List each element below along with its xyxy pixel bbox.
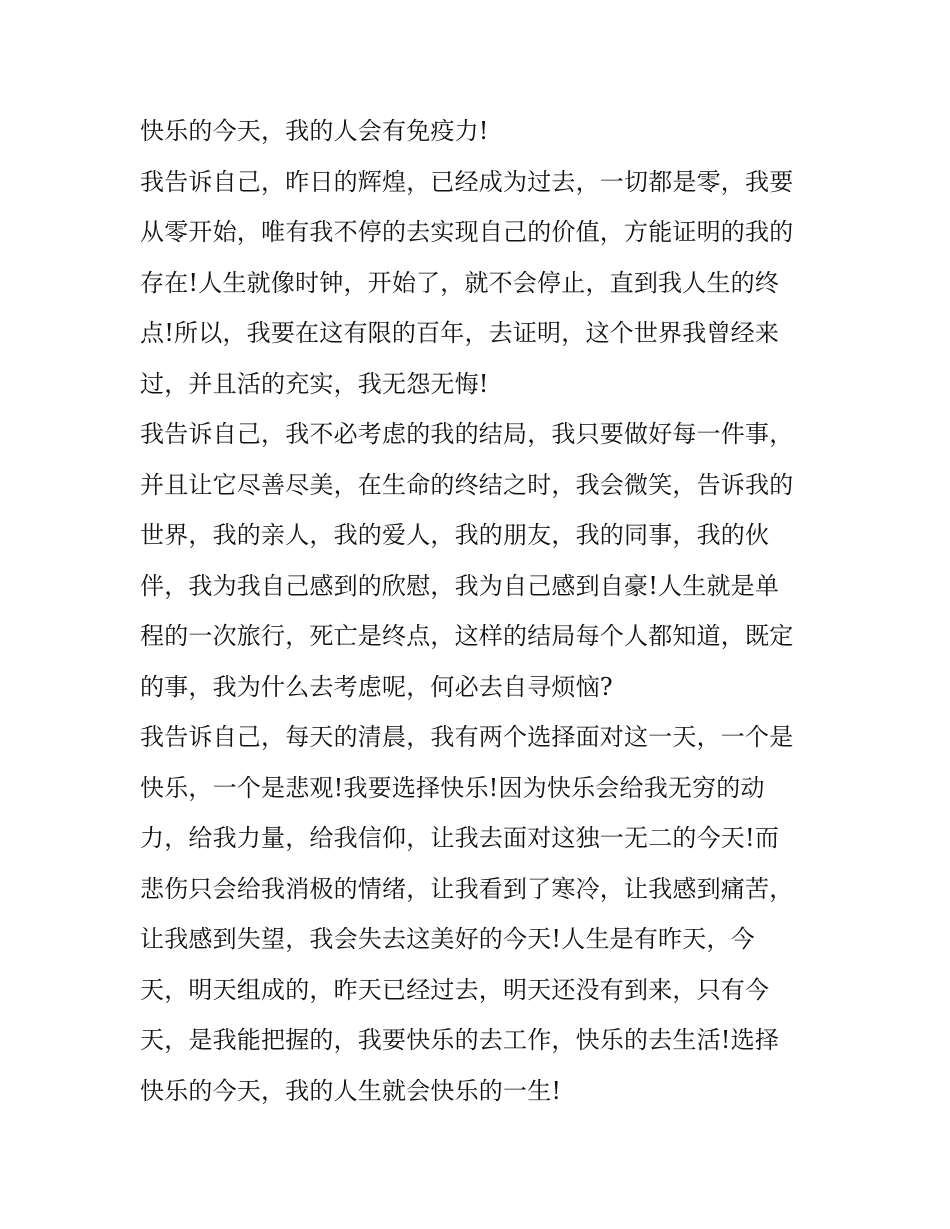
text-line: 程的一次旅行，死亡是终点，这样的结局每个人都知道，既定 — [140, 622, 794, 650]
text-line: 我告诉自己，昨日的辉煌，已经成为过去，一切都是零，我要 — [140, 167, 794, 196]
text-line: 并且让它尽善尽美，在生命的终结之时，我会微笑，告诉我的 — [140, 470, 794, 499]
text-line: 伴，我为我自己感到的欣慰，我为自己感到自豪!人生就是单 — [140, 571, 780, 600]
text-line: 让我感到失望，我会失去这美好的今天!人生是有昨天，今 — [140, 925, 755, 953]
text-line: 快乐的今天，我的人生就会快乐的一生! — [140, 1076, 562, 1105]
text-line: 我告诉自己，我不必考虑的我的结局，我只要做好每一件事， — [140, 420, 794, 448]
text-line: 悲伤只会给我消极的情绪，让我看到了寒冷，让我感到痛苦， — [140, 874, 794, 903]
text-line: 的事，我为什么去考虑呢，何必去自寻烦恼? — [140, 672, 613, 701]
text-line: 存在!人生就像时钟，开始了，就不会停止，直到我人生的终 — [140, 268, 780, 297]
text-line: 世界，我的亲人，我的爱人，我的朋友，我的同事，我的伙 — [140, 521, 770, 549]
text-line: 力，给我力量，给我信仰，让我去面对这独一无二的今天!而 — [140, 824, 780, 852]
text-line: 从零开始，唯有我不停的去实现自己的价值，方能证明的我的 — [140, 218, 794, 246]
text-line: 快乐的今天，我的人会有免疫力! — [140, 117, 489, 145]
text-line: 过，并且活的充实，我无怨无悔! — [140, 369, 489, 398]
text-line: 点!所以，我要在这有限的百年，去证明，这个世界我曾经来 — [140, 319, 780, 347]
text-line: 快乐，一个是悲观!我要选择快乐!因为快乐会给我无穷的动 — [140, 773, 765, 802]
text-line: 天，是我能把握的，我要快乐的去工作，快乐的去生活!选择 — [140, 1026, 780, 1054]
text-line: 我告诉自己，每天的清晨，我有两个选择面对这一天，一个是 — [140, 723, 794, 751]
body-text — [140, 106, 840, 1116]
text-line: 天，明天组成的，昨天已经过去，明天还没有到来，只有今 — [140, 975, 770, 1004]
